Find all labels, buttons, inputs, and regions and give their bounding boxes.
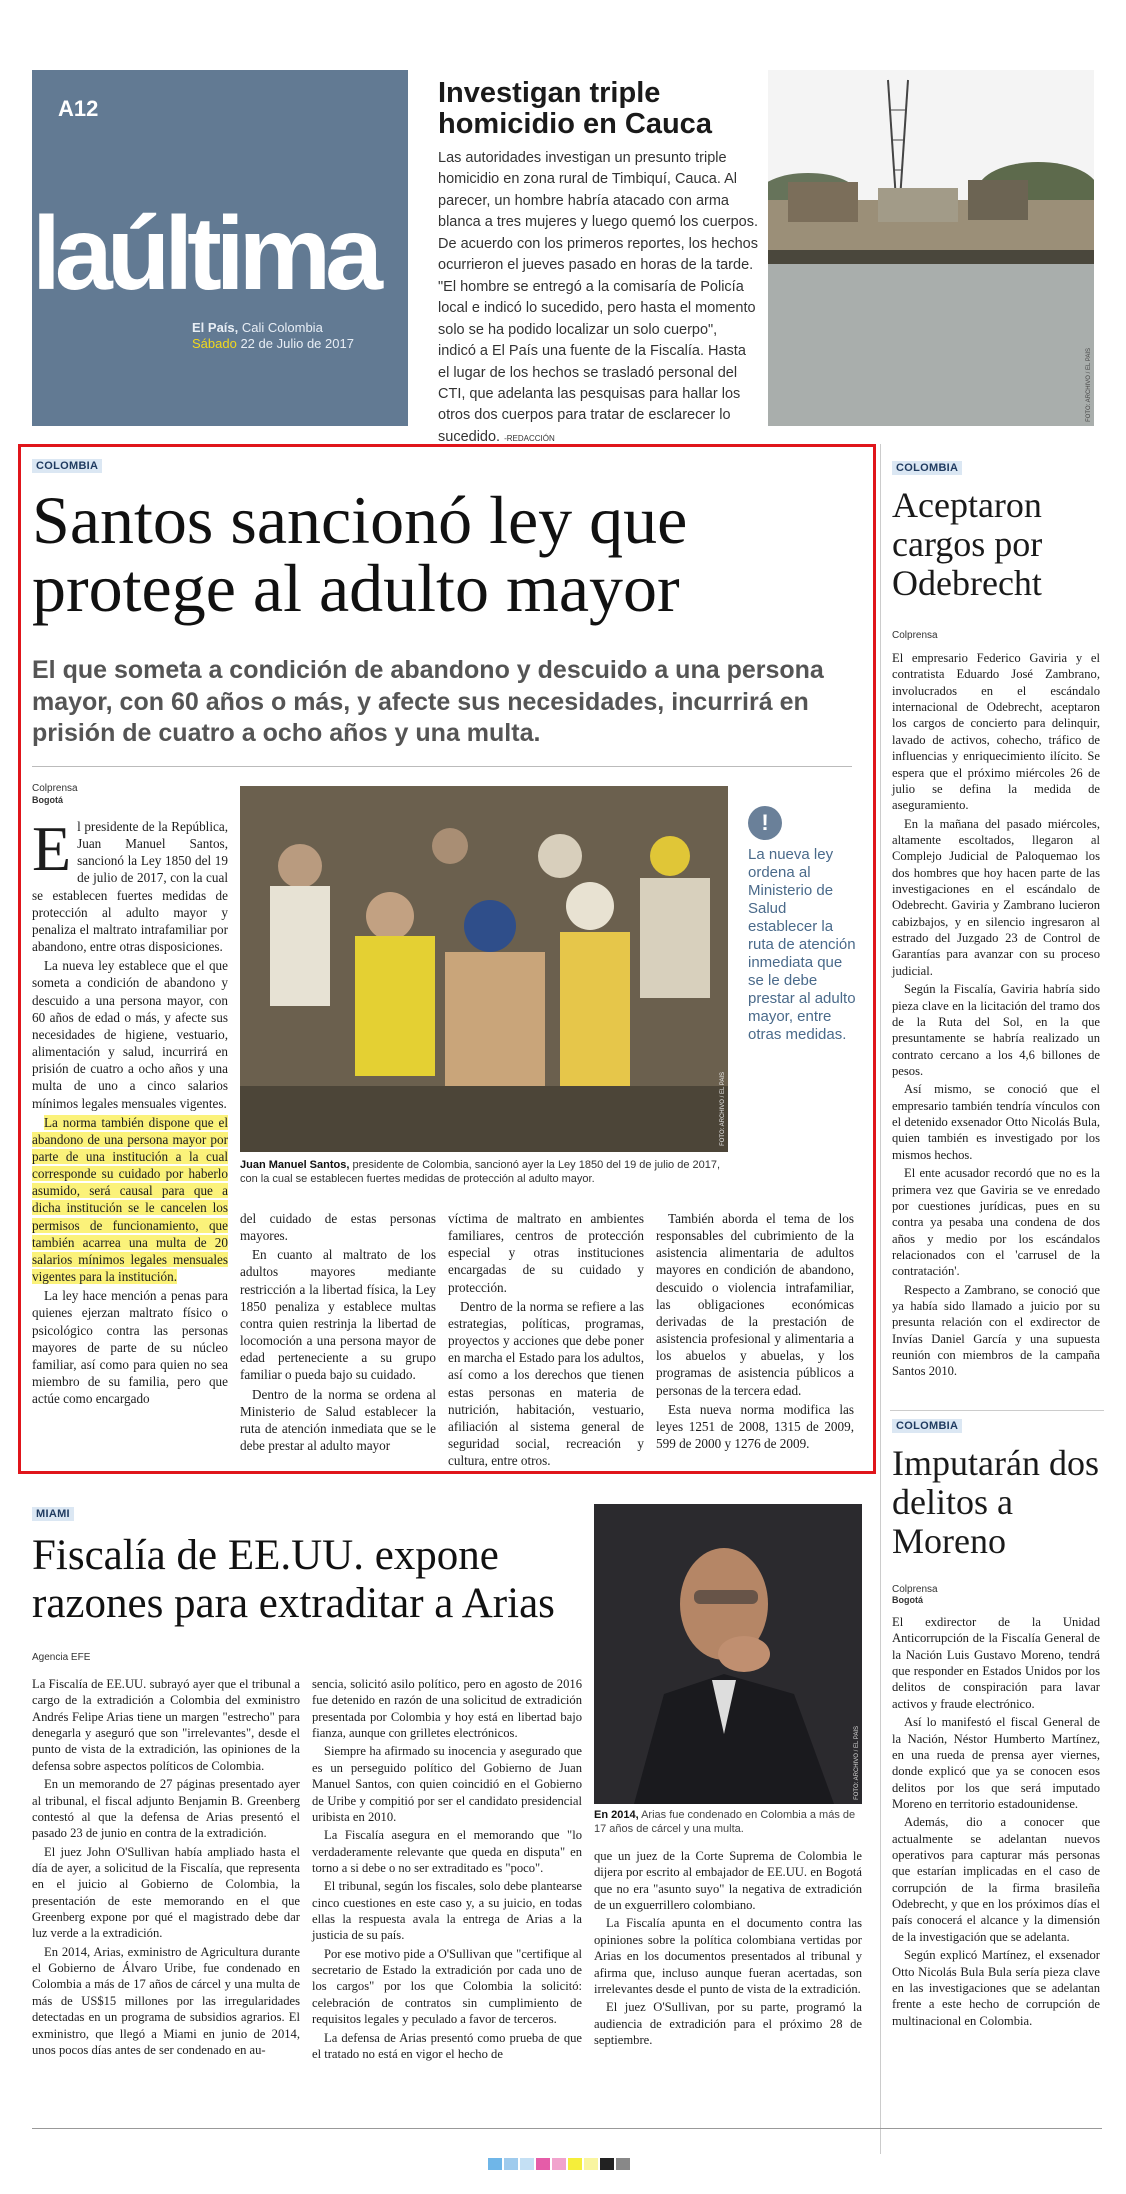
sidebar1-p4: Así mismo, se conoció que el empresario también tendría vínculos con el detenido exsenador Otto Nicolás Bula, quien también es investigado por los mismos hechos. <box>892 1082 1100 1162</box>
bottom-col2-p6: La defensa de Arias presentó como prueba de que el tratado no está en vigor el hecho de <box>312 2030 582 2061</box>
feature-col2-p2: En cuanto al maltrato de los adultos mayores mediante restricción a la libertad física, la Ley 1850 penaliza y establece multas contra quien restrinja la libertad de locomoción a una persona mayor de edad perteneciente a su grupo familiar o pueda bajo su cuidado. <box>240 1247 436 1383</box>
bottom-col3-p3: El juez O'Sullivan, por su parte, programó la audiencia de extradición para el próximo 28 de septiembre. <box>594 2000 862 2047</box>
feature-col1-p2: La nueva ley establece que el que someta a condición de abandono y descuido a una persona mayor, con 60 años de edad o más, y afecte sus necesidades de higiene, vestuario, alimentación y salud, incurrirá en prisión de cuatro a ocho años y una multa de uno a cinco salarios mínimos legales mensuales vigentes. <box>32 958 228 1111</box>
feature-col-1 <box>32 813 228 1409</box>
feature-col4-p2: Esta nueva norma modifica las leyes 1251 de 2008, 1315 de 2009, 599 de 2000 y 1276 de 2009. <box>656 1401 854 1452</box>
feature-col-4 <box>656 1210 854 1454</box>
sidebar2-p1: El exdirector de la Unidad Anticorrupción de la Fiscalía General de la Nación Luis Gustavo Moreno, tendrá que responder en Estados Unidos por los delitos de conspiración para lavar activos y fraude electrónico. <box>892 1615 1100 1711</box>
feature-rule <box>32 766 852 767</box>
feature-col3-p2: Dentro de la norma se refiere a las estrategias, políticas, programas, proyectos y acciones que debe poner en marcha el Estado para los adultos, así como a los derechos que tienen estas personas en materia de nutrición, habitación, vestuario, afiliación al sistema general de seguridad social, recreación y cultura, entre otros. <box>448 1298 644 1469</box>
sidebar-divider <box>880 444 881 2154</box>
bottom-col-2 <box>312 1676 582 2064</box>
feature-col1-p4: La ley hace mención a penas para quienes ejerzan maltrato físico o psicológico contra las personas mayores de parte de su núcleo familiar, así como para quien no sea miembro de su familia, pero que actúe como encargado <box>32 1288 228 1407</box>
color-swatch <box>504 2158 518 2170</box>
sidebar1-body <box>892 650 1100 1382</box>
bottom-col1-p3: El juez John O'Sullivan había ampliado hasta el día de ayer, a solicitud de la Fiscalía, que representa en el juicio al Gobierno de Colombia, la presentación de este memorando en el que Greenberg expone por qué el magistrado debe dar luz verde a la extradición. <box>32 1844 300 1941</box>
feature-col2-p3: Dentro de la norma se ordena al Ministerio de Salud establecer la ruta de atención inmediata que se le debe prestar al adulto mayor <box>240 1386 436 1454</box>
color-swatch <box>536 2158 550 2170</box>
bottom-col2-p4: El tribunal, según los fiscales, solo debe plantearse cinco cuestiones en este caso y, a su juicio, en todas ellas la respuesta avala la entrega de Arias a la justicia de su país. <box>312 1879 582 1943</box>
sidebar2-body <box>892 1614 1100 2031</box>
masthead-city: Cali Colombia <box>241 320 323 335</box>
page-bottom-rule <box>32 2128 1102 2129</box>
bottom-section-tag: MIAMI <box>32 1504 74 1522</box>
publication-name: El País, <box>192 320 239 335</box>
feature-col-3 <box>448 1210 644 1471</box>
sidebar2-p2: Así lo manifestó el fiscal General de la Nación, Néstor Humberto Martínez, en una rueda de prensa ayer viernes, donde explicó que ya se conocen esos delitos por los que será imputado Moreno en territorio estadounidense. <box>892 1715 1100 1811</box>
feature-dropcap: E <box>32 813 72 884</box>
bottom-col2-p3: La Fiscalía asegura en el memorando que "lo verdaderamente relevante que queda en disputa" en torno a si debe o no ser extraditado es "poco". <box>312 1828 582 1875</box>
town-river-photo <box>768 70 1094 426</box>
bottom-col1-p2: En un memorando de 27 páginas presentado ayer al tribunal, el fiscal adjunto Benjamin B. Greenberg contestó al que la defensa de Arias presentó el pasado 23 de junio en contra de la extradición. <box>32 1777 300 1841</box>
color-swatch <box>488 2158 502 2170</box>
feature-section-tag: COLOMBIA <box>32 456 102 474</box>
arias-portrait-photo <box>594 1504 862 1804</box>
sidebar1-p1: El empresario Federico Gaviria y el contratista Eduardo José Zambrano, involucrados en el escándalo internacional de Odebrecht, aceptaron los cargos de concierto para delinquir, lavado de activos, cohecho, tráfico de influencias y enriquecimiento ilícito. Se espera que el próximo miércoles 26 de julio se defina la medida de aseguramiento. <box>892 651 1100 813</box>
bottom-byline: Agencia EFE <box>32 1652 91 1663</box>
top-story-body <box>438 148 758 448</box>
bottom-headline: Fiscalía de EE.UU. expone razones para extraditar a Arias <box>32 1532 555 1628</box>
feature-col-2 <box>240 1210 436 1456</box>
bottom-col3-p2: La Fiscalía apunta en el documento contra las opiniones sobre la política colombiana vertidas por Arias en los documentos presentados al tribunal y afirma que, incluso aunque fueran acertadas, son irrelevantes desde el punto de vista de la extradición. <box>594 1916 862 1996</box>
sidebar2-p4: Según explicó Martínez, el exsenador Otto Nicolás Bula Bula sería pieza clave en las investigaciones que se adelantan frente a este hecho de corrupción de multinacional en Colombia. <box>892 1948 1100 2028</box>
bottom-col-1 <box>32 1676 300 2060</box>
color-swatch <box>520 2158 534 2170</box>
bottom-col-3 <box>594 1848 862 2050</box>
sidebar2-p3: Además, dio a conocer que actualmente se adelantan nuevos operativos para capturar más personas que estarían implicadas en el caso de corrupción de la firma brasileña Odebrecht, y que en los próximos días el país conocerá el alcance y la dimensión de la investigación que se adelanta. <box>892 1815 1100 1944</box>
town-river-illustration <box>768 70 1094 426</box>
feature-deck: El que someta a condición de abandono y descuido a una persona mayor, con 60 años o más, y afecte sus necesidades, incurrirá en prisión de cuatro a ocho años y una multa. <box>32 656 824 747</box>
print-color-bar <box>488 2158 630 2170</box>
bottom-caption-text: Arias fue condenado en Colombia a más de 17 años de cárcel y una multa. <box>594 1809 856 1836</box>
feature-col1-p1: El presidente de la República, Juan Manuel Santos, sancionó la Ley 1850 del 19 de julio de 2017, con la cual se establecen fuertes medidas de protección al adulto mayor y penaliza el maltrato intrafamiliar por abandono, entre otras disposiciones. <box>32 813 228 955</box>
masthead <box>32 70 408 426</box>
feature-caption-name: Juan Manuel Santos, <box>240 1159 350 1171</box>
bottom-col1-p1: La Fiscalía de EE.UU. subrayó ayer que el tribunal a cargo de la extradición a Colombia del exministro Andrés Felipe Arias tiene un margen "estrecho" para denegarla y aseguró que son "irrelevantes", desde el punto de vista de la extradición, las opiniones de la defensa sobre aspectos políticos de Colombia. <box>32 1677 300 1773</box>
sidebar1-p2: En la mañana del pasado miércoles, altamente escoltados, llegaron al Complejo Judicial de Paloquemao los dos hombres que hoy hacen parte de las investigaciones en el escándalo de Odebrecht. Gaviria y Zambrano lucieron cabizbajos, y en silencio ingresaron al estrado del Juzgado 23 de Control de Garantías para avanzar con su proceso judicial. <box>892 816 1100 978</box>
feature-caption-text: presidente de Colombia, sancionó ayer la Ley 1850 del 19 de julio de 2017, con la cual se establecen fuertes medidas de protección al adulto mayor. <box>240 1159 721 1186</box>
sidebar-separator <box>890 1410 1104 1411</box>
color-swatch <box>616 2158 630 2170</box>
feature-pullquote <box>748 806 858 1044</box>
color-swatch <box>552 2158 566 2170</box>
sidebar1-headline: Aceptaron cargos por Odebrecht <box>892 485 1043 603</box>
feature-byline-agency: Colprensa <box>32 783 78 794</box>
top-story-credit: -REDACCIÓN <box>504 433 555 443</box>
sidebar2-headline: Imputarán dos delitos a Moreno <box>892 1443 1099 1561</box>
masthead-dateline <box>192 320 354 353</box>
feature-byline <box>32 783 78 806</box>
feature-headline: Santos sancionó ley que protege al adulto mayor <box>32 482 688 626</box>
masthead-date: 22 de Julio de 2017 <box>240 336 354 352</box>
bottom-photo-caption <box>594 1808 862 1837</box>
top-story-headline: Investigan triple homicidio en Cauca <box>438 77 712 141</box>
feature-col1-p3: La norma también dispone que el abandono de una persona mayor por parte de una institución a la cual corresponde su cuidado por haberlo asumido, será causal para que a dicha institución se le cancelen los permisos de funcionamiento, que también acarrea una multa de 20 salarios mínimos legales mensuales vigentes para la institución. <box>32 1114 228 1285</box>
sidebar1-p5: El ente acusador recordó que no es la primera vez que Gaviria se ve enredado por cuestiones jurídicas, pues en su contra ya pesaba una condena de dos años y medio por los escándalos relacionados con el 'carrusel de la contratación'. <box>892 1166 1100 1279</box>
sidebar2-section-tag: COLOMBIA <box>892 1416 962 1434</box>
sidebar1-byline: Colprensa <box>892 630 938 641</box>
sidebar2-byline-city: Bogotá <box>892 1595 923 1605</box>
portrait-illustration <box>594 1504 862 1804</box>
crowd-elderly-photo <box>240 786 728 1152</box>
bottom-col2-p2: Siempre ha afirmado su inocencia y asegurado que es un perseguido político del Gobierno de Juan Manuel Santos, con quien coincidió en el Gobierno de Uribe y compitió por ser el candidato presidencial uribista en 2010. <box>312 1744 582 1824</box>
color-swatch <box>600 2158 614 2170</box>
section-logo: laúltima <box>32 196 377 312</box>
bottom-col2-p1: sencia, solicitó asilo político, pero en agosto de 2016 fue detenido en razón de una solicitud de extradición presentada por Colombia y hoy está en libertad bajo fianza, aunque con grilletes electrónicos. <box>312 1677 582 1741</box>
bottom-col3-p1: que un juez de la Corte Suprema de Colombia le dijera por escrito al embajador de EE.UU. en Bogotá que no era "asunto suyo" la negativa de extradición de un exguerrillero colombiano. <box>594 1849 862 1913</box>
bottom-caption-lead: En 2014, <box>594 1809 639 1821</box>
bottom-col1-p4: En 2014, Arias, exministro de Agricultura durante el Gobierno de Álvaro Uribe, fue condenado en Colombia a más de 17 años de cárcel y una multa de más de US$15 millones por las irregularidades detectadas en un programa de subsidios agrarios. El exministro, que llegó a Miami en junio de 2014, unos pocos días antes de ser condenado en au- <box>32 1944 300 2057</box>
sidebar2-byline-agency: Colprensa <box>892 1584 938 1595</box>
feature-byline-city: Bogotá <box>32 795 63 805</box>
sidebar2-byline <box>892 1584 938 1605</box>
feature-photo-credit: FOTO: ARCHIVO / EL PAÍS <box>720 1072 726 1146</box>
feature-col4-p1: También aborda el tema de los responsables del cubrimiento de la asistencia alimentaria de adultos mayores en condición de abandono, descuido o violencia intrafamiliar, las obligaciones económicas derivadas de la prestación de asistencia profesional y alimentaria a los abuelos y abuelas, y los programas de asistencia públicos a personas de la tercera edad. <box>656 1211 854 1398</box>
color-swatch <box>584 2158 598 2170</box>
page-number: A12 <box>58 96 99 121</box>
sidebar1-p6: Respecto a Zambrano, se conoció que ya había sido llamado a juicio por su presunta relación con el exdirector de Invías Daniel García y una supuesta reunión con miembros de la campaña Santos 2010. <box>892 1282 1100 1379</box>
feature-col2-p1: del cuidado de estas personas mayores. <box>240 1211 436 1244</box>
color-swatch <box>568 2158 582 2170</box>
masthead-day: Sábado <box>192 336 237 352</box>
feature-photo-caption <box>240 1158 728 1187</box>
bottom-photo-credit: FOTO: ARCHIVO / EL PAÍS <box>854 1726 860 1800</box>
top-story-text: Las autoridades investigan un presunto triple homicidio en zona rural de Timbiquí, Cauca. Al parecer, un hombre habría atacado con arma blanca a tres mujeres y luego quemó los cuerpos. De acuerdo con los primeros reportes, los hechos ocurrieron el jueves pasado en horas de la tarde. "El hombre se entregó a la comisaría de Policía local e indicó lo sucedido, pero hasta el momento solo se ha podido localizar un solo cuerpo", indicó a El País una fuente de la Fiscalía. Hasta el lugar de los hechos se trasladó personal del CTI, que adelanta las pesquisas para hallar los otros dos cuerpos para tratar de esclarecer lo sucedido. <box>438 150 758 445</box>
top-photo-credit: FOTO: ARCHIVO / EL PAÍS <box>1086 348 1092 422</box>
exclamation-icon: ! <box>748 806 782 840</box>
feature-col3-p1: víctima de maltrato en ambientes familiares, centros de protección especial y otras instituciones encargadas de su cuidado y protección. <box>448 1211 644 1295</box>
pullquote-text: La nueva ley ordena al Ministerio de Salud establecer la ruta de atención inmediata que se le debe prestar al adulto mayor, entre otras medidas. <box>748 846 856 1043</box>
sidebar1-section-tag: COLOMBIA <box>892 458 962 476</box>
crowd-illustration <box>240 786 728 1152</box>
sidebar1-p3: Según la Fiscalía, Gaviria habría sido pieza clave en la licitación del tramo dos de la Ruta del Sol, en la que presuntamente se habría realizado un contrato cercano a los 4,6 billones de pesos. <box>892 982 1100 1078</box>
bottom-col2-p5: Por ese motivo pide a O'Sullivan que "certifique al secretario de Estado la extradición por cada uno de los cargos" por los que Colombia la solicitó: celebración de contratos sin cumplimiento de requisitos legales y peculado a favor de terceros. <box>312 1946 582 2027</box>
